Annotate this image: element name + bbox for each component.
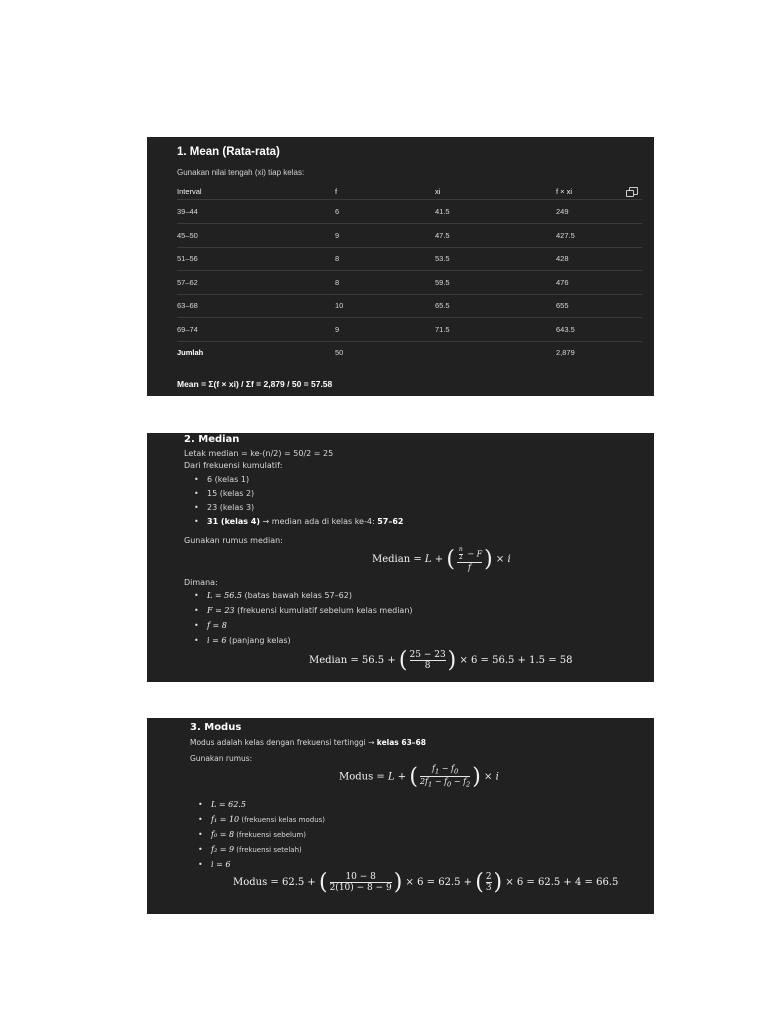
list-item: • 23 (kelas 3) [207,503,254,512]
median-calculation: Median = 56.5 + ( $\frac{25 - 23}{8}$ ) × 6 = 56.5 + 1.5 = 58 [309,648,573,673]
list-item [211,800,246,809]
cell-f: 6 [335,207,340,216]
table-divider [177,341,642,342]
median-position: Letak median = ke-(n/2) = 50/2 = 25 [184,449,334,458]
var-L: L = 56.5 [207,591,242,600]
calc-den1: 2(10) − 8 − 9 [329,883,392,893]
list-item: • 6 (kelas 1) [207,475,249,484]
table-divider [177,294,642,295]
cell-interval: 51–56 [177,254,198,263]
var-f2-desc: (frekuensi setelah) [234,846,302,854]
calc-lhs: Modus = 62.5 + [233,877,316,888]
calc-num2: 2 [485,871,492,882]
table-divider [177,317,642,318]
cum4-bold: 31 (kelas 4) [207,517,261,526]
cell-xi: 71.5 [435,325,450,334]
var-F: F = 23 [207,606,235,615]
formula-lhs: Median [372,554,411,565]
calc-lhs: Median = 56.5 + [309,655,396,666]
col-header-xi: xi [435,187,441,196]
col-header-fxi: f × xi [556,187,573,196]
cell-fxi: 655 [556,301,569,310]
list-item: • 15 (kelas 2) [207,489,254,498]
list-item [207,636,291,645]
cell-f: 10 [335,301,344,310]
cell-interval: 63–68 [177,301,198,310]
cell-fxi: 249 [556,207,569,216]
calc-den: 8 [410,660,446,671]
mean-panel [147,137,654,396]
median-formula: Median = L + ( $\frac{n}{2}$ − F f ) × i [372,546,511,572]
cell-xi: 41.5 [435,207,450,216]
cum4-text: → median ada di kelas ke-4: [260,517,378,526]
calc-rhs: × 6 = 62.5 + 4 = 66.5 [505,877,619,888]
var-i-desc: (panjang kelas) [226,636,291,645]
cell-total-f: 50 [335,348,344,357]
median-title: 2. Median [184,434,240,445]
modus-formula-intro: Gunakan rumus: [190,754,253,763]
cell-fxi: 643.5 [556,325,575,334]
var-f0: f₀ = 8 [211,830,235,839]
cell-total-label: Jumlah [177,348,204,357]
dimana-label: Dimana: [184,578,218,587]
cell-f: 8 [335,278,340,287]
cum4-class: 57–62 [377,517,404,526]
calc-num: 25 − 23 [409,649,446,660]
cell-fxi: 476 [556,278,569,287]
modus-definition [190,738,426,747]
modus-formula: Modus = L + ( $\frac{f_1 - f_0}{2f_1 - f_0 - f_2}$ ) × i [339,764,499,790]
modus-panel [147,718,654,914]
mean-subtitle: Gunakan nilai tengah (xi) tiap kelas: [177,168,305,177]
table-divider [177,247,642,248]
calc-rhs: × 6 = 56.5 + 1.5 = 58 [459,655,573,666]
modus-class: kelas 63–68 [376,738,426,747]
list-item [207,591,352,600]
list-item [207,517,403,526]
cell-interval: 57–62 [177,278,198,287]
var-f: f = 8 [207,621,227,630]
list-item [211,845,302,854]
formula-lhs: Modus [339,771,374,783]
var-F-desc: (frekuensi kumulatif sebelum kelas median) [234,606,413,615]
list-item [207,621,227,630]
var-f0-desc: (frekuensi sebelum) [234,831,306,839]
modus-calculation: Modus = 62.5 + ( $\frac{10 - 8}{2(10) - 8 - 9}$ ) × 6 = 62.5 + ( $\frac{2}{3}$ ) × 6 = 62.5 + 4 = 66.5 [233,870,619,895]
cell-interval: 69–74 [177,325,198,334]
cell-xi: 53.5 [435,254,450,263]
col-header-interval: Interval [177,187,202,196]
list-item [211,830,306,839]
var-i: i = 6 [207,636,227,645]
var-L-desc: (batas bawah kelas 57–62) [241,591,352,600]
cell-fxi: 428 [556,254,569,263]
cell-xi: 47.5 [435,231,450,240]
cell-interval: 39–44 [177,207,198,216]
table-divider [177,270,642,271]
var-f1: f₁ = 10 [211,815,240,824]
modus-title: 3. Modus [190,722,242,733]
var-f2: f₂ = 9 [211,845,235,854]
calc-num1: 10 − 8 [345,871,376,882]
cell-total-fxi: 2,879 [556,348,575,357]
calc-den2: 3 [485,883,492,893]
var-f1-desc: (frekuensi kelas modus) [239,816,326,824]
cell-f: 9 [335,231,340,240]
median-panel [147,433,654,682]
cell-f: 9 [335,325,340,334]
list-item [211,815,325,824]
calc-mid: × 6 = 62.5 + [405,877,473,888]
table-divider [177,199,642,200]
cell-xi: 65.5 [435,301,450,310]
list-item [207,606,413,615]
modus-def-text: Modus adalah kelas dengan frekuensi tertinggi → [190,738,377,747]
median-formula-intro: Gunakan rumus median: [184,536,283,545]
median-cumulative-intro: Dari frekuensi kumulatif: [184,461,283,470]
table-divider [177,223,642,224]
var-i: i = 6 [211,860,231,869]
cell-interval: 45–50 [177,231,198,240]
cell-fxi: 427.5 [556,231,575,240]
cell-f: 8 [335,254,340,263]
col-header-f: f [335,187,338,196]
mean-title: 1. Mean (Rata-rata) [177,146,280,158]
list-item [211,860,230,869]
copy-icon[interactable] [629,187,638,195]
cell-xi: 59.5 [435,278,450,287]
var-L: L = 62.5 [211,800,246,809]
mean-formula: Mean = Σ(f × xi) / Σf = 2,879 / 50 = 57.58 [177,379,333,389]
